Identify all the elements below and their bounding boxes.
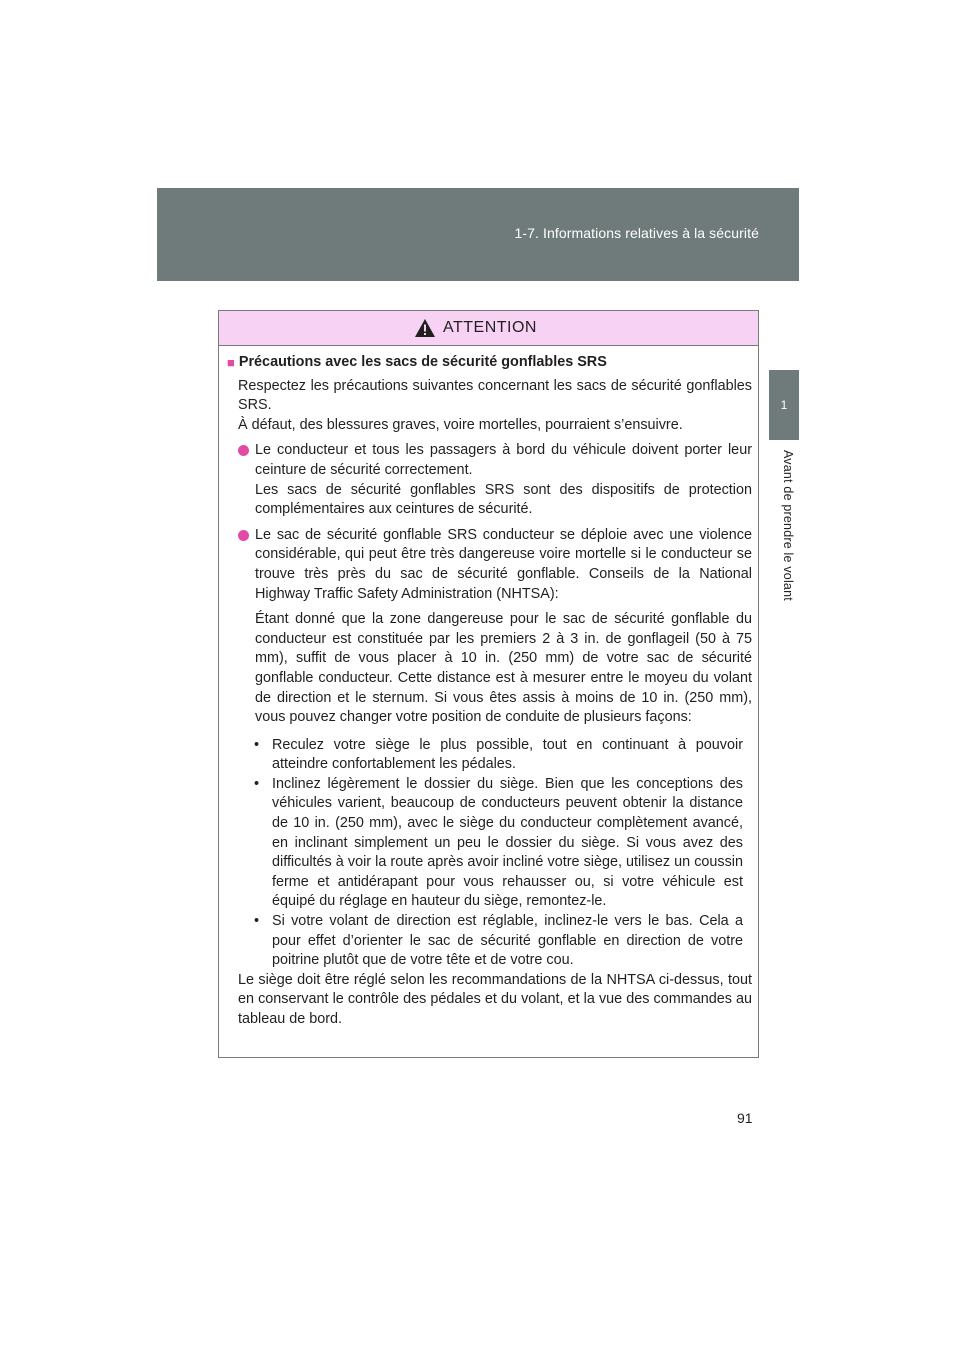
dot-bullet-icon: • — [254, 913, 260, 930]
caution-box — [218, 310, 759, 1058]
section-heading-text: Précautions avec les sacs de sécurité gonflables SRS — [238, 354, 607, 370]
circle-bullet-icon — [238, 445, 249, 456]
intro-paragraph-2: À défaut, des blessures graves, voire mortelles, pourraient s’ensuivre. — [238, 416, 683, 433]
warning-triangle-icon — [414, 318, 436, 338]
header-bar — [157, 188, 799, 281]
chapter-tab — [769, 370, 799, 440]
page-number: 91 — [737, 1110, 753, 1126]
sub-list — [227, 736, 752, 971]
closing-paragraph: Le siège doit être réglé selon les recommandations de la NHTSA ci-dessus, tout en conservant le contrôle des pédales et du volant, et la vue des commandes au tableau de bord. — [238, 971, 752, 1027]
chapter-number: 1 — [780, 398, 788, 412]
circle-bullet-icon — [238, 530, 249, 541]
bullet-item-driver-airbag — [227, 526, 752, 728]
bullet-1-text-a: Le conducteur et tous les passagers à bord du véhicule doivent porter leur ceinture de sécurité correctement. — [255, 442, 752, 478]
caution-body — [219, 346, 758, 1030]
section-title: 1-7. Informations relatives à la sécurité — [514, 225, 759, 241]
list-item: • Reculez votre siège le plus possible, tout en continuant à pouvoir atteindre confortablement les pédales. — [254, 736, 743, 775]
section-heading — [227, 353, 752, 373]
list-item: • Si votre volant de direction est réglable, inclinez-le vers le bas. Cela a pour effet d’orienter le sac de sécurité gonflable en direction de votre poitrine plutôt que de votre tête et de votre cou. — [254, 912, 743, 971]
bullet-2-text-a: Le sac de sécurité gonflable SRS conducteur se déploie avec une violence considérable, qui peut être très dangereuse voire mortelle si le conducteur se trouve très près du sac de sécurité gonflable. Conseils de la National Highway Traffic Safety Administration (NHTSA): — [255, 526, 752, 602]
chapter-title: Avant de prendre le volant — [781, 450, 795, 601]
caution-header — [219, 311, 758, 346]
dot-bullet-icon: • — [254, 736, 260, 753]
dot-bullet-icon: • — [254, 775, 260, 792]
intro-paragraph-1: Respectez les précautions suivantes concernant les sacs de sécurité gonflables SRS. — [238, 377, 752, 414]
bullet-2-text-b: Étant donné que la zone dangereuse pour le sac de sécurité gonflable du conducteur est constituée par les premiers 2 à 3 in. de gonflageil (50 à 75 mm), suffit de vous placer à 10 in. (250 mm) de votre sac de sécurité gonflable conducteur. Cette distance est à mesurer entre le moyeu du volant de direction et le sternum. Si vous êtes assis à moins de 10 in. (250 mm), vous pouvez changer votre position de conduite de plusieurs façons: — [255, 611, 752, 726]
square-bullet-icon: ■ — [227, 355, 235, 370]
list-item: • Inclinez légèrement le dossier du siège. Bien que les conceptions des véhicules varient, beaucoup de conducteurs peuvent obtenir la distance de 10 in. (250 mm), avec le siège du conducteur complètement avancé, en inclinant simplement un peu le dossier du siège. Si vous avez des difficultés à voir la route après avoir incliné votre siège, utilisez un coussin ferme et antidérapant pour vous rehausser ou, si votre véhicule est équipé du réglage en hauteur du siège, remontez-le. — [254, 775, 743, 912]
caution-label: ATTENTION — [443, 319, 537, 336]
bullet-item-seatbelt — [227, 441, 752, 519]
bullet-1-text-b: Les sacs de sécurité gonflables SRS sont des dispositifs de protection complémentaires aux ceintures de sécurité. — [255, 481, 752, 518]
